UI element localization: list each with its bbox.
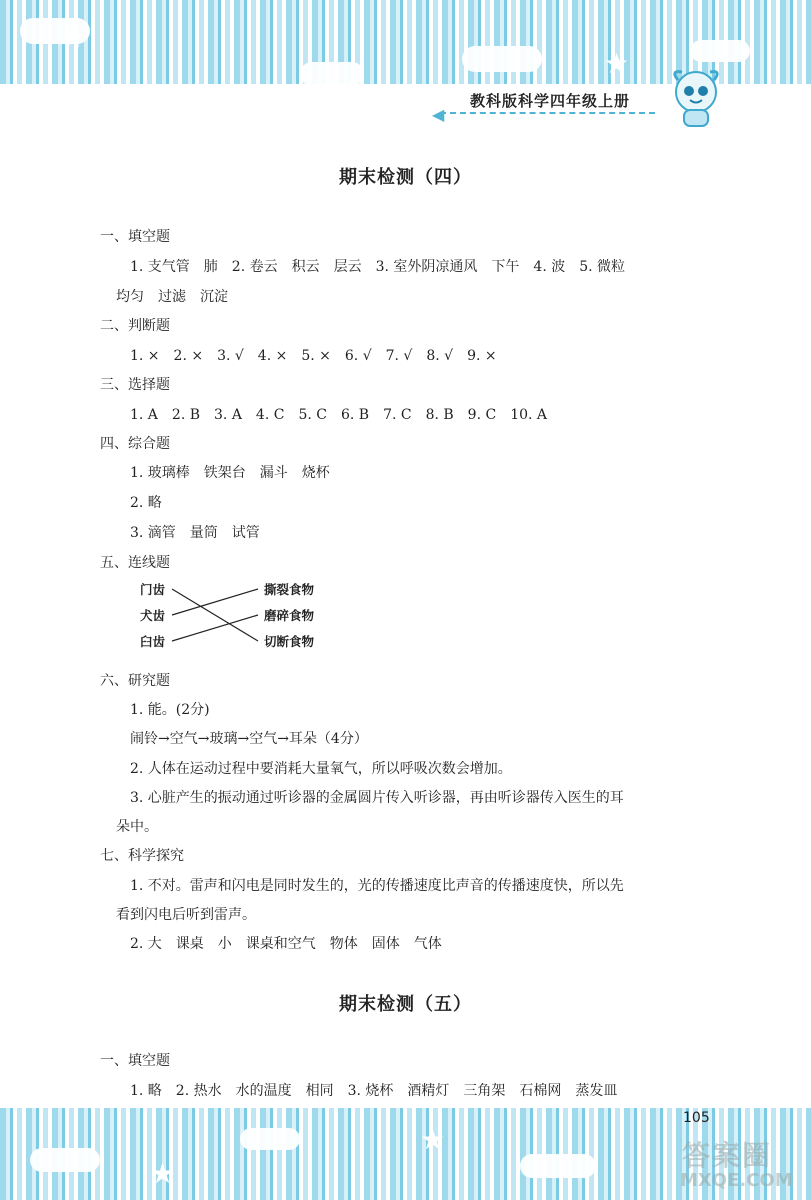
part-heading: 二、判断题: [100, 318, 170, 334]
answer-line: 均匀 过滤 沉淀: [116, 289, 228, 305]
star-icon: ★: [604, 47, 630, 80]
match-right-item: 切断食物: [264, 634, 315, 649]
match-line: [172, 589, 258, 615]
answer-line: 1. × 2. × 3. √ 4. × 5. × 6. √ 7. √ 8. √ 9. ×: [130, 348, 497, 364]
answer-line: 3. 滴管 量筒 试管: [130, 525, 260, 541]
match-right-item: 撕裂食物: [264, 582, 315, 597]
matching-diagram: [140, 578, 340, 653]
star-icon: ★: [420, 1123, 446, 1156]
match-left-item: 犬齿: [140, 608, 166, 623]
part-heading: 五、连线题: [100, 555, 170, 571]
answer-line: 3. 心脏产生的振动通过听诊器的金属圆片传入听诊器，再由听诊器传入医生的耳: [130, 790, 624, 806]
answer-line: 1. 不对。雷声和闪电是同时发生的，光的传播速度比声音的传播速度快，所以先: [130, 878, 624, 894]
answer-line: 2. 大 课桌 小 课桌和空气 物体 固体 气体: [130, 936, 442, 952]
match-line: [172, 615, 258, 641]
section-title: 期末检测（五）: [339, 994, 472, 1015]
answer-line: 闹铃→空气→玻璃→空气→耳朵（4分）: [130, 731, 368, 747]
part-heading: 三、选择题: [100, 377, 170, 393]
book-title: 教科版科学四年级上册: [470, 92, 631, 110]
cloud-icon: [240, 1128, 300, 1150]
answer-line: 1. 能。(2分): [130, 702, 210, 718]
section-title: 期末检测（四）: [339, 167, 472, 188]
cloud-icon: [30, 1148, 100, 1172]
answer-line: 1. 支气管 肺 2. 卷云 积云 层云 3. 室外阴凉通风 下午 4. 波 5. 微粒: [130, 259, 626, 275]
match-right-item: 磨碎食物: [264, 608, 315, 623]
cloud-icon: [520, 1154, 596, 1178]
header-divider: [440, 112, 655, 114]
watermark-url: MXQE.COM: [680, 1170, 793, 1191]
arrow-icon: ◀: [432, 105, 445, 124]
part-heading: 七、科学探究: [100, 848, 184, 864]
answer-line: 2. 人体在运动过程中要消耗大量氧气，所以呼吸次数会增加。: [130, 761, 512, 777]
answer-line: 1. 略 2. 热水 水的温度 相同 3. 烧杯 酒精灯 三角架 石棉网 蒸发皿: [130, 1083, 618, 1099]
match-line: [172, 589, 258, 641]
watermark-logo: [676, 1134, 801, 1194]
cloud-icon: [300, 62, 364, 84]
answer-line: 朵中。: [116, 819, 158, 835]
part-heading: 一、填空题: [100, 1053, 170, 1069]
answer-line: 1. 玻璃棒 铁架台 漏斗 烧杯: [130, 465, 330, 481]
match-left-item: 臼齿: [140, 634, 166, 649]
star-icon: ★: [150, 1157, 176, 1190]
part-heading: 一、填空题: [100, 229, 170, 245]
watermark-text: 答案圈: [682, 1139, 773, 1172]
star-icon: ★: [60, 21, 86, 54]
cloud-icon: [690, 40, 750, 62]
page-number: 105: [683, 1110, 710, 1126]
match-left-item: 门齿: [140, 582, 166, 597]
answer-line: 看到闪电后听到雷声。: [116, 907, 256, 923]
cloud-icon: [462, 46, 542, 72]
answer-line: 2. 略: [130, 495, 162, 511]
mascot-icon: [662, 64, 730, 132]
answer-line: 1. A 2. B 3. A 4. C 5. C 6. B 7. C 8. B 9. C 10. A: [130, 407, 548, 423]
part-heading: 六、研究题: [100, 673, 170, 689]
part-heading: 四、综合题: [100, 436, 170, 452]
